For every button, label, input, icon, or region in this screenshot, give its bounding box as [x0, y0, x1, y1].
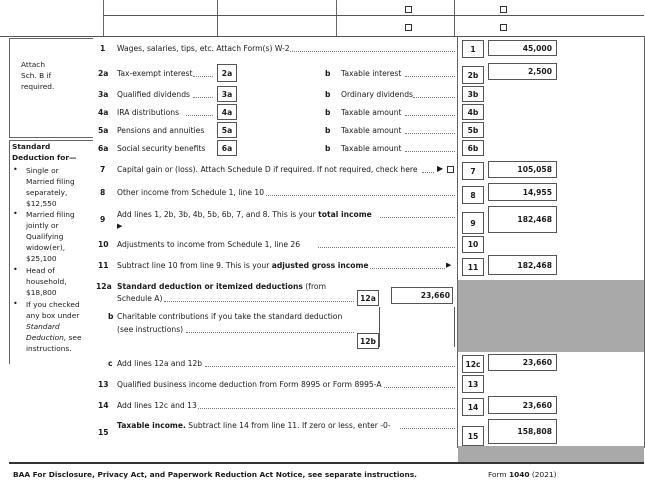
bullet2-line: Qualifying — [26, 232, 64, 241]
line-number: b — [325, 90, 331, 99]
line11-bold: adjusted gross income — [271, 261, 369, 270]
line-box-label: 12c — [462, 355, 484, 373]
bullet4-line — [26, 333, 82, 344]
dependent-other-credit-checkbox[interactable] — [500, 24, 507, 31]
total-deductions-field[interactable]: 23,660 — [488, 354, 557, 371]
arrow-right-icon: ▶ — [117, 222, 123, 230]
line4b-description: Taxable amount — [341, 108, 402, 117]
line14-amount-field[interactable]: 23,660 — [488, 396, 557, 414]
line12b-description-2: (see instructions) — [117, 325, 184, 334]
line12a-description-2: Schedule A) — [117, 294, 163, 303]
line-box-label: 14 — [462, 398, 484, 416]
leader-dots — [405, 107, 455, 116]
line9-bold: total income — [318, 210, 372, 219]
line-number: c — [108, 359, 113, 368]
line15-bold: Taxable income. — [117, 421, 186, 430]
leader-dots — [318, 239, 455, 248]
leader-dots — [193, 89, 213, 98]
leader-dots — [198, 400, 455, 409]
dependent-credit-checkbox[interactable] — [405, 24, 412, 31]
bullet4-line: any box under — [26, 311, 80, 320]
line8-description: Other income from Schedule 1, line 10 — [117, 188, 265, 197]
line14-description: Add lines 12c and 13 — [117, 401, 197, 410]
line-number: 5a — [98, 126, 109, 135]
line-number: 3a — [98, 90, 109, 99]
bullet2-line: jointly or — [26, 221, 59, 230]
shaded-area — [458, 446, 644, 462]
bullet4-line: instructions. — [26, 344, 72, 353]
line12c-description: Add lines 12a and 12b — [117, 359, 203, 368]
column-rule — [457, 36, 458, 448]
table-divider — [217, 0, 218, 36]
line-number: b — [325, 126, 331, 135]
form-year: (2021) — [531, 470, 557, 479]
form-number: 1040 — [508, 470, 530, 479]
line-number: 2a — [98, 69, 109, 78]
bullet4-line: Standard — [26, 322, 60, 331]
line-box-label: 9 — [462, 212, 484, 234]
line-box-label: 3b — [462, 86, 484, 102]
leader-dots — [384, 379, 455, 388]
bullet3-line: $18,800 — [26, 288, 57, 297]
line-number: 10 — [98, 240, 109, 249]
line-box-label: 2b — [462, 66, 484, 84]
line-number: 4a — [98, 108, 109, 117]
inner-box-label: 3a — [217, 86, 237, 102]
bullet3-line: Head of — [26, 266, 55, 275]
line-box-label: 5b — [462, 122, 484, 138]
other-income-field[interactable]: 14,955 — [488, 183, 557, 201]
agi-field[interactable]: 182,468 — [488, 255, 557, 275]
inner-box-label: 6a — [217, 140, 237, 156]
leader-dots — [380, 209, 455, 218]
table-row-line — [103, 15, 644, 16]
line-number: 13 — [98, 380, 109, 389]
line-box-label: 15 — [462, 426, 484, 446]
footer-notice: BAA For Disclosure, Privacy Act, and Paperwork Reduction Act Notice, see separate instructions. — [13, 470, 417, 479]
line15-description — [117, 421, 391, 430]
line7-description: Capital gain or (loss). Attach Schedule D if required. If not required, check here — [117, 165, 418, 174]
leader-dots — [186, 107, 213, 116]
line12a-bold: Standard deduction or itemized deductions — [117, 282, 303, 291]
bullet4-italic: Deduction, — [26, 333, 67, 342]
leader-dots — [400, 420, 455, 429]
leader-dots — [405, 68, 455, 77]
line1-description: Wages, salaries, tips, etc. Attach Form(s) W-2 — [117, 44, 290, 53]
line-box-label: 11 — [462, 258, 484, 276]
inner-box-label: 12b — [357, 333, 379, 349]
line5b-description: Taxable amount — [341, 126, 402, 135]
line-box-label: 10 — [462, 236, 484, 253]
line5a-description: Pensions and annuities — [117, 126, 205, 135]
standard-deduction-field[interactable]: 23,660 — [391, 287, 453, 304]
table-divider — [454, 0, 455, 36]
bullet-icon: • — [13, 165, 18, 174]
line-number: 15 — [98, 428, 109, 437]
line-box-label: 6b — [462, 140, 484, 156]
leader-dots — [193, 68, 213, 77]
form-label: Form — [488, 470, 507, 479]
attach-label-2: Sch. B if — [21, 71, 52, 80]
bullet-icon: • — [13, 299, 18, 308]
table-divider — [103, 0, 104, 36]
total-income-field[interactable]: 182,468 — [488, 206, 557, 233]
leader-dots — [405, 125, 455, 134]
line9-description — [117, 210, 372, 219]
line-number: 9 — [100, 215, 106, 224]
line-number: b — [108, 312, 114, 321]
line-number: 1 — [100, 44, 106, 53]
line-box-label: 4b — [462, 104, 484, 120]
line-box-label: 7 — [462, 162, 484, 180]
leader-dots — [405, 143, 455, 152]
line6b-description: Taxable amount — [341, 144, 402, 153]
bullet4-line: If you checked — [26, 300, 80, 309]
tax-exempt-interest-field[interactable] — [237, 64, 315, 80]
leader-dots — [422, 164, 434, 173]
inner-box-label: 2a — [217, 64, 237, 82]
line4a-description: IRA distributions — [117, 108, 180, 117]
leader-dots — [186, 324, 354, 333]
line-number: 12a — [96, 282, 112, 291]
shaded-area — [458, 280, 644, 352]
leader-dots — [266, 187, 455, 196]
line-number: b — [325, 144, 331, 153]
inner-box-label: 4a — [217, 104, 237, 120]
bullet2-line: Married filing — [26, 210, 75, 219]
bullet1-line: $12,550 — [26, 199, 57, 208]
line-number: 8 — [100, 188, 106, 197]
line11-description — [117, 261, 369, 270]
capital-gain-checkbox[interactable] — [447, 166, 454, 173]
table-row-line — [0, 36, 644, 37]
line9-text: Add lines 1, 2b, 3b, 4b, 5b, 6b, 7, and 8. This is your — [117, 210, 316, 219]
table-divider — [336, 0, 337, 36]
line-box-label: 13 — [462, 375, 484, 393]
line-number: 6a — [98, 144, 109, 153]
arrow-right-icon: ▶ — [437, 164, 444, 173]
leader-dots — [205, 358, 455, 367]
line2a-description: Tax-exempt interest — [117, 69, 193, 78]
bullet4-see: see — [68, 333, 82, 342]
bullet3-line: household, — [26, 277, 67, 286]
capital-gain-amount-field[interactable]: 105,058 — [488, 161, 557, 178]
arrow-right-icon: ▶ — [446, 261, 452, 269]
line12a-text: (from — [305, 282, 326, 291]
line10-description: Adjustments to income from Schedule 1, line 26 — [117, 240, 301, 249]
bullet-icon: • — [13, 209, 18, 218]
leader-dots — [164, 293, 354, 302]
attach-label-3: required. — [21, 82, 55, 91]
inner-box-label: 12a — [357, 290, 379, 306]
line-number: b — [325, 108, 331, 117]
taxable-interest-field[interactable]: 2,500 — [488, 63, 557, 80]
form-identifier — [488, 470, 557, 479]
line-box-label: 1 — [462, 40, 484, 58]
charitable-contributions-field[interactable] — [379, 307, 455, 347]
bullet-icon: • — [13, 265, 18, 274]
leader-dots — [290, 43, 455, 52]
bullet2-line: $25,100 — [26, 254, 57, 263]
line3a-description: Qualified dividends — [117, 90, 190, 99]
bullet1-line: Married filing — [26, 177, 75, 186]
bullet1-line: separately, — [26, 188, 68, 197]
wages-amount-field[interactable]: 45,000 — [488, 40, 557, 56]
bullet2-line: widow(er), — [26, 243, 66, 252]
line12a-description — [117, 282, 326, 291]
line-box-label: 8 — [462, 186, 484, 204]
line13-description: Qualified business income deduction from Form 8995 or Form 8995-A — [117, 380, 382, 389]
line-number: 7 — [100, 165, 106, 174]
footer-rule — [9, 462, 644, 464]
inner-box-label: 5a — [217, 122, 237, 138]
std-deduction-title: Standard — [12, 142, 51, 151]
line12b-description: Charitable contributions if you take the standard deduction — [117, 312, 343, 321]
attach-label-1: Attach — [21, 60, 45, 69]
line3b-description: Ordinary dividends — [341, 90, 414, 99]
line6a-description: Social security benefits — [117, 144, 206, 153]
line15-text: Subtract line 14 from line 11. If zero or less, enter -0- — [188, 421, 391, 430]
taxable-income-field[interactable]: 158,808 — [488, 419, 557, 444]
line-number: b — [325, 69, 331, 78]
dependent-other-credit-checkbox[interactable] — [500, 6, 507, 13]
std-deduction-title-2: Deduction for— — [12, 153, 77, 162]
line-number: 14 — [98, 401, 109, 410]
leader-dots — [413, 89, 455, 98]
line11-text: Subtract line 10 from line 9. This is your — [117, 261, 270, 270]
line-number: 11 — [98, 261, 109, 270]
dependent-credit-checkbox[interactable] — [405, 6, 412, 13]
bullet1-line: Single or — [26, 166, 59, 175]
line2b-description: Taxable interest — [341, 69, 402, 78]
leader-dots — [370, 260, 445, 269]
